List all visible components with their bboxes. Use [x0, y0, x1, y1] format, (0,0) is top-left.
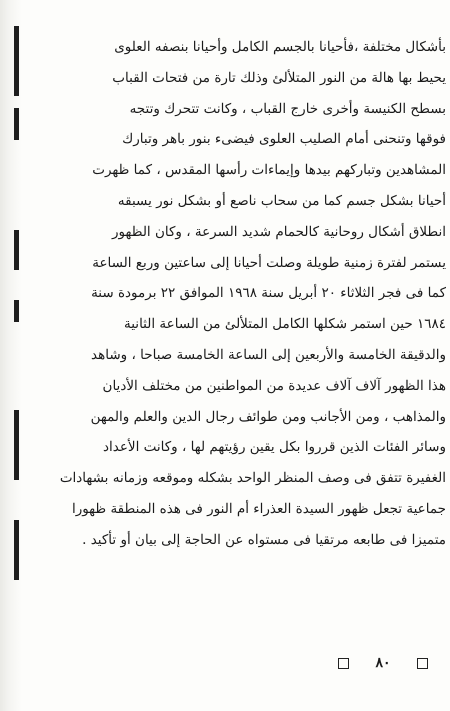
text-line: أحيانا بشكل جسم كما من سحاب ناصع أو بشكل نور يسبقه [117, 192, 446, 209]
binding-shadow-mark [14, 410, 19, 480]
text-line: متميزا فى طابعه مرتقيا فى مستواه عن الحاجة إلى بيان أو تأكيد . [82, 531, 446, 548]
text-line: يحيط بها هالة من النور المتلألئ وذلك تارة من فتحات القباب [112, 69, 446, 86]
text-line: والمذاهب ، ومن الأجانب ومن طوائف رجال الدين والعلم والمهن [90, 408, 446, 425]
text-line: ١٦٨٤ حين استمر شكلها الكامل المتلألئ من الساعة الثانية [124, 316, 446, 333]
page-footer [338, 651, 428, 675]
binding-shadow-mark [14, 230, 19, 270]
text-line: بأشكال مختلفة ،فأحيانا بالجسم الكامل وأحيانا بنصفه العلوى [114, 39, 446, 55]
binding-shadow-mark [14, 520, 19, 580]
page-binding-edge [0, 0, 22, 711]
text-line: انطلاق أشكال روحانية كالحمام شديد السرعة ، وكان الظهور [112, 223, 446, 240]
text-line: والدقيقة الخامسة والأربعين إلى الساعة الخامسة صباحا ، وشاهد [91, 346, 446, 363]
binding-shadow-mark [14, 26, 19, 96]
text-line: هذا الظهور آلاف آلاف عديدة من المواطنين من مختلف الأديان [102, 377, 446, 394]
text-line: بسطح الكنيسة وأخرى خارج القباب ، وكانت تتحرك وتتجه [129, 100, 446, 117]
footer-box-icon [417, 658, 428, 669]
text-line: جماعية تجعل ظهور السيدة العذراء أم النور فى هذه المنطقة ظهورا [71, 500, 446, 517]
text-line: وسائر الفئات الذين قرروا بكل يقين رؤيتهم لها ، وكانت الأعداد [102, 439, 446, 456]
text-line: الغفيرة تتفق فى وصف المنظر الواحد بشكله وموقعه وزمانه بشهادات [59, 470, 446, 487]
binding-shadow-mark [14, 108, 19, 140]
footer-box-icon [338, 658, 349, 669]
text-line: كما فى فجر الثلاثاء ٢٠ أبريل سنة ١٩٦٨ الموافق ٢٢ برمودة سنة [91, 285, 446, 302]
page-number: ٨٠ [375, 655, 391, 671]
text-line: المشاهدين وتباركهم بيدها وإيماءات رأسها المقدس ، كما ظهرت [92, 162, 446, 179]
page-body [30, 32, 446, 556]
binding-shadow-mark [14, 300, 19, 322]
text-line: يستمر لفترة زمنية طويلة وصلت أحيانا إلى ساعتين وربع الساعة [92, 254, 446, 271]
text-line: فوقها وتنحنى أمام الصليب العلوى فيضىء بنور باهر وتبارك [122, 131, 446, 148]
